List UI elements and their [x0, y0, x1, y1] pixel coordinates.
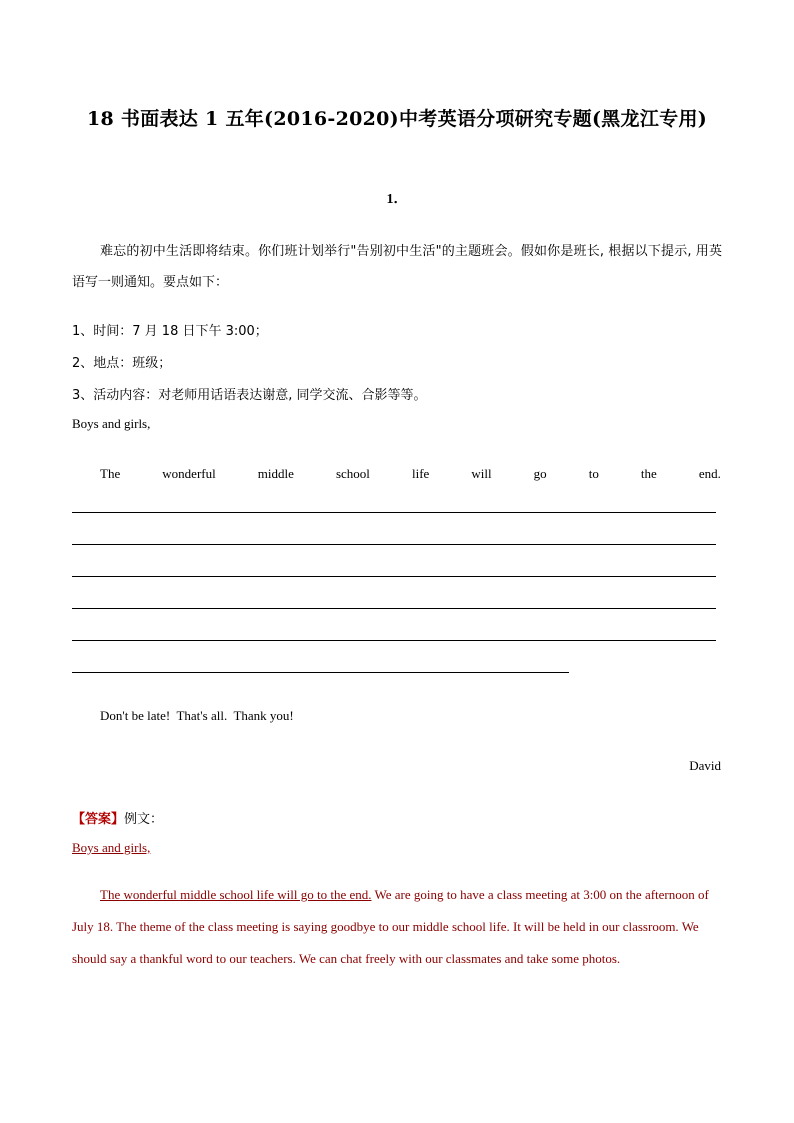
- opening-word: life: [411, 466, 430, 481]
- writing-line[interactable]: [72, 512, 716, 513]
- requirement-activities: 3、活动内容：对老师用话语表达谢意, 同学交流、合影等等。: [72, 388, 427, 403]
- writing-line[interactable]: [72, 672, 569, 673]
- opening-word: will: [471, 466, 492, 481]
- answer-label: [72, 808, 163, 827]
- writing-line[interactable]: [72, 640, 716, 641]
- opening-word: go: [533, 466, 547, 481]
- answer-body: [72, 879, 722, 975]
- answer-label-text: 例文：: [124, 812, 164, 827]
- opening-word: the: [640, 466, 657, 481]
- page-title: 18 书面表达 1 五年(2016-2020)中考英语分项研究专题(黑龙江专用): [86, 108, 708, 130]
- requirement-place: 2、地点：班级；: [72, 356, 172, 371]
- letter-closing: Don't be late! That's all. Thank you!: [100, 708, 294, 723]
- writing-line[interactable]: [72, 608, 716, 609]
- letter-greeting: Boys and girls,: [72, 416, 151, 431]
- answer-greeting: Boys and girls,: [72, 840, 151, 855]
- requirement-time: 1、时间：7 月 18 日下午 3:00；: [72, 324, 268, 339]
- opening-word: end.: [698, 466, 721, 481]
- prompt-paragraph: 难忘的初中生活即将结束。你们班计划举行"告别初中生活"的主题班会。假如你是班长, 根据以下提示, 用英语写一则通知。要点如下：: [72, 244, 722, 290]
- answer-bracket: 【答案】: [72, 812, 125, 827]
- question-number: 1．: [386, 192, 408, 207]
- letter-signature: David: [689, 758, 721, 773]
- writing-line[interactable]: [72, 576, 716, 577]
- answer-body-text: We are going to have a class meeting at 3:00 on the afternoon of July 18. The theme of the class meeting is saying goodbye to our middle school life. It will be held in our classroom. We should say a thankful word to our teachers. We can chat freely with our classmates and take some photos.: [72, 887, 709, 966]
- opening-word: middle: [257, 466, 294, 481]
- opening-word: The: [100, 466, 121, 481]
- writing-line[interactable]: [72, 544, 716, 545]
- opening-word: to: [588, 466, 599, 481]
- opening-word: school: [335, 466, 370, 481]
- answer-first-sentence: The wonderful middle school life will go to the end.: [100, 887, 372, 902]
- opening-sentence: [100, 466, 721, 482]
- opening-word: wonderful: [162, 466, 216, 481]
